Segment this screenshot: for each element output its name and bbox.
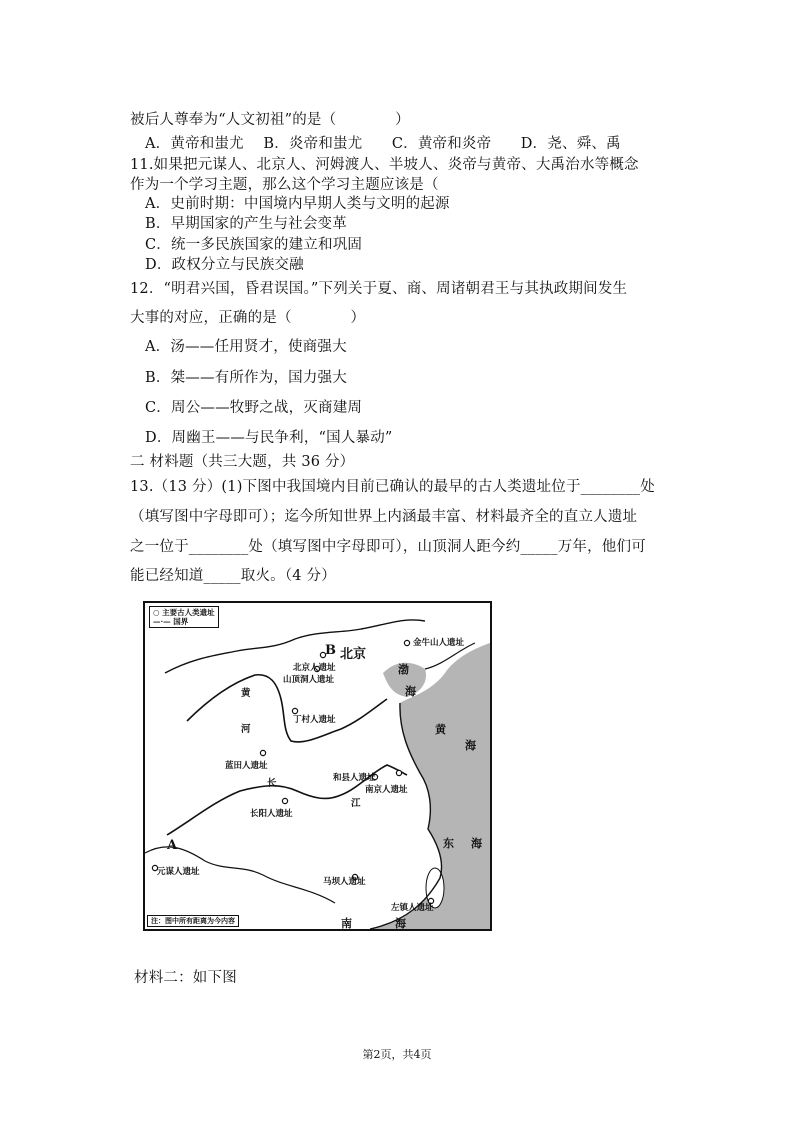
q13-line-4: 能已经知道_____取火。（4 分） [130,568,336,584]
q10-stem: 被后人尊奉为“人文初祖”的是（ ） [130,112,410,128]
sea-huang-label: 黄 [435,723,446,736]
material-2-heading: 材料二：如下图 [134,970,237,986]
marker-lantian [260,750,265,755]
site-hexian: 和县人遗址 [333,773,376,783]
legend-border-item: —·— 国界 [153,617,189,626]
map-legend [149,606,219,628]
q12-option-c: C．周公——牧野之战，灭商建周 [145,400,363,416]
river-jiang-label: 江 [351,798,361,809]
site-changyang: 长阳人遗址 [250,809,293,819]
q12-option-d: D．周幽王——与民争利，“国人暴动” [145,430,393,446]
q11-option-c: C．统一多民族国家的建立和巩固 [145,237,363,253]
site-dingcun: 丁村人遗址 [293,715,336,725]
site-jinniushan: 金牛山人遗址 [413,638,465,648]
letter-b-marker: B [325,643,336,658]
letter-a-marker: A [167,838,178,853]
marker-nanjing [396,770,401,775]
sea-hai-label-2: 海 [465,739,476,752]
q12-stem-line-2: 大事的对应，正确的是（ ） [130,310,366,326]
q11-option-d: D．政权分立与民族交融 [145,257,304,273]
q12-stem-line-1: 12．“明君兴国，昏君误国。”下列关于夏、商、周诸朝君王与其执政期间发生 [130,281,628,297]
sea-bo-label: 渤 [398,663,409,676]
q11-stem-line-2: 作为一个学习主题，那么这个学习主题应该是（ [130,177,439,193]
sea-hai-label-3: 海 [471,837,482,850]
beijing-label: 北京 [340,647,367,662]
marker-jinniushan [404,640,409,645]
q11-option-a: A．史前时期：中国境内早期人类与文明的起源 [145,196,450,212]
site-maba: 马坝人遗址 [323,877,366,887]
q13-line-3: 之一位于________处（填写图中字母即可），山顶洞人距今约_____万年，他们可 [130,539,646,555]
sea-hai-label-4: 海 [395,917,406,930]
river-he-label: 河 [241,724,251,735]
q10-options: A．黄帝和蚩尤 B．炎帝和蚩尤 C．黄帝和炎帝 D．尧、舜、禹 [145,136,621,152]
page-footer: 第2页，共4页 [362,1048,432,1061]
q13-line-1: 13.（13 分）(1)下图中我国境内目前已确认的最早的古人类遗址位于________处 [130,479,655,495]
sea-dong-label: 东 [443,837,454,850]
legend-site-item: ○ 主要古人类遗址 [153,608,215,617]
site-zuozhen: 左镇人遗址 [391,903,434,913]
q13-line-2: （填写图中字母即可）；迄今所知世界上内涵最丰富、材料最齐全的直立人遗址 [130,509,638,525]
river-chang-label: 长 [267,778,277,789]
marker-changyang [282,798,287,803]
sea-nan-label: 南 [341,917,352,930]
map-drawing [145,603,490,929]
ancient-human-sites-map [143,601,492,931]
site-shandingdong: 山顶洞人遗址 [283,675,335,685]
site-yuanmou: 元谋人遗址 [157,867,200,877]
q11-option-b: B．早期国家的产生与社会变革 [145,216,347,232]
site-lantian: 蓝田人遗址 [225,761,268,771]
q12-option-b: B．桀——有所作为，国力强大 [145,370,347,386]
q12-option-a: A．汤——任用贤才，使商强大 [145,339,347,355]
site-nanjing: 南京人遗址 [365,785,408,795]
map-note: 注：图中所有距离为今内容 [147,915,239,927]
q11-stem-line-1: 11.如果把元谋人、北京人、河姆渡人、半坡人、炎帝与黄帝、大禹治水等概念 [130,157,639,173]
river-huang-label: 黄 [241,688,251,699]
site-beijingren: 北京人遗址 [293,663,336,673]
section-2-heading: 二 材料题（共三大题，共 36 分） [130,454,355,470]
sea-hai-label-1: 海 [405,685,416,698]
